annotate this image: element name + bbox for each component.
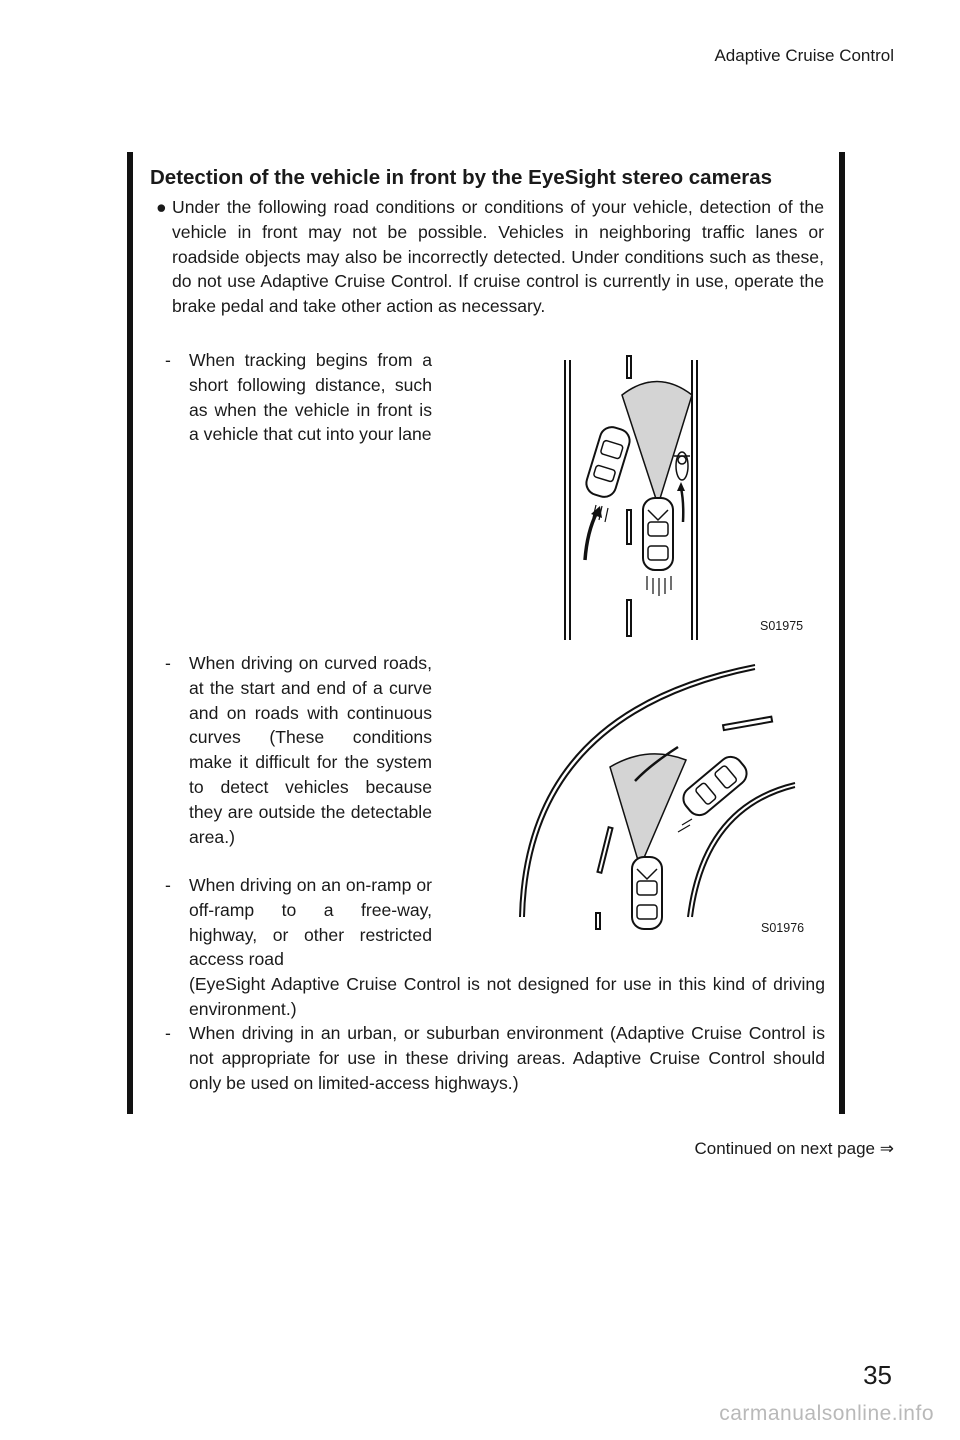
arrow-icon	[585, 512, 597, 560]
list-item-curved-roads: When driving on curved roads, at the start and end of a curve and on roads with continuous curves (These conditions make it difficult for the system to detect vehicles because they are outside the detectable area.)	[189, 653, 432, 847]
figure-curve	[510, 655, 830, 945]
dash-marker: -	[165, 653, 171, 673]
watermark: carmanualsonline.info	[719, 1402, 934, 1425]
page-number: 35	[863, 1360, 892, 1390]
section-title: Detection of the vehicle in front by the EyeSight stereo cameras	[150, 166, 772, 189]
right-arrow-icon: ⇒	[879, 1139, 894, 1158]
list-item-urban: When driving in an urban, or suburban environment (Adaptive Cruise Control is not appropriate for use in these driving areas. Adaptive Cruise Control should only be used on limited-access highways.)	[189, 1023, 825, 1093]
motorcycle-icon	[674, 452, 690, 480]
list-item-tracking: When tracking begins from a short following distance, such as when the vehicle in front is a vehicle that cut into your lane	[189, 350, 432, 445]
arrow-icon	[681, 488, 683, 522]
dash-marker: -	[165, 1023, 171, 1043]
bullet-paragraph: Under the following road conditions or conditions of your vehicle, detection of the vehicle in front may not be possible. Vehicles in neighboring traffic lanes or roadside objects may also be incorrectly detected. Under conditions such as these, do not use Adaptive Cruise Control. If cruise control is currently in use, operate the brake pedal and take other action as necessary.	[172, 197, 824, 317]
list-item-ramp: When driving on an on-ramp or off-ramp to a free-way, highway, or other restricted access road	[189, 875, 432, 970]
list-item-ramp-continued: (EyeSight Adaptive Cruise Control is not designed for use in this kind of driving environment.)	[189, 974, 825, 1019]
dash-marker: -	[165, 350, 171, 370]
bullet-icon: ●	[156, 197, 167, 217]
continued-text: Continued on next page	[694, 1139, 876, 1158]
figure-cut-in	[540, 350, 830, 645]
dash-marker: -	[165, 875, 171, 895]
continued-note	[694, 1139, 894, 1159]
own-car-icon	[632, 857, 662, 929]
running-header: Adaptive Cruise Control	[714, 46, 894, 65]
cut-in-car-icon	[583, 424, 632, 500]
own-car-icon	[643, 498, 673, 596]
section-bar-right	[839, 152, 845, 1114]
figure-code: S01976	[761, 921, 805, 935]
section-bar-left	[127, 152, 133, 1114]
figure-code: S01975	[760, 619, 804, 633]
